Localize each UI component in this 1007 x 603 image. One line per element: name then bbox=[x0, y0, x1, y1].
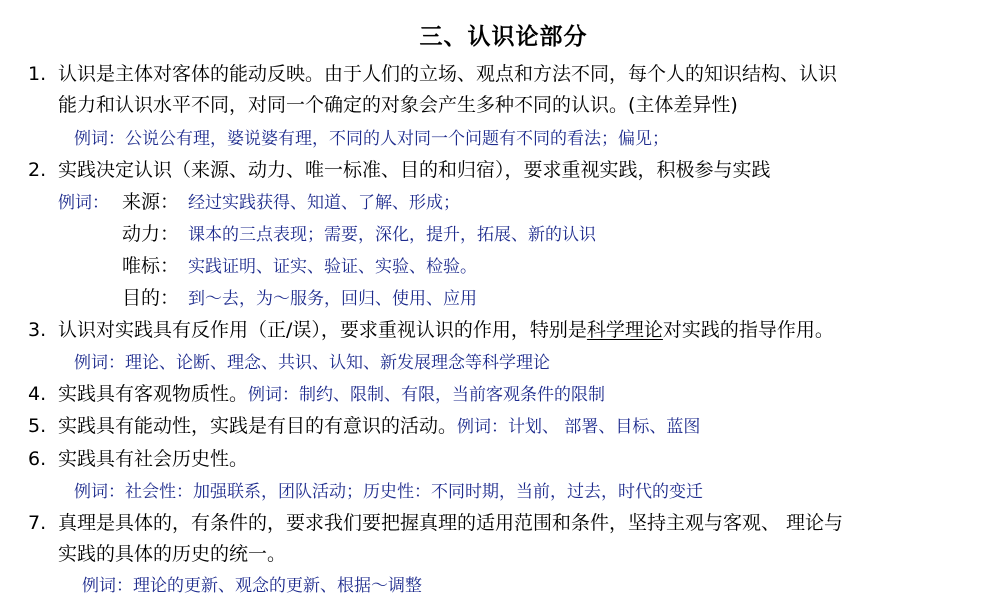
item-text: 实践具有客观物质性。 bbox=[58, 383, 249, 405]
item-example: 例词：计划、 部署、目标、蓝图 bbox=[457, 417, 701, 437]
item-2-sub-2 bbox=[122, 221, 596, 248]
item-number: 1. bbox=[28, 63, 47, 85]
item-5-line-1 bbox=[28, 413, 700, 440]
item-text: 实践具有能动性，实践是有目的有意识的活动。 bbox=[58, 415, 458, 437]
item-number: 4. bbox=[28, 383, 47, 405]
item-2-sub-1 bbox=[58, 189, 460, 216]
item-text-after: 对实践的指导作用。 bbox=[662, 319, 834, 341]
sub-label: 动力： bbox=[122, 223, 180, 245]
sub-label: 目的： bbox=[122, 287, 180, 309]
item-1-line-2: 能力和认识水平不同，对同一个确定的对象会产生多种不同的认识。(主体差异性) bbox=[58, 94, 738, 116]
item-6-example: 例词：社会性：加强联系，团队活动；历史性：不同时期，当前，过去，时代的变迁 bbox=[74, 482, 703, 502]
item-2-sub-4 bbox=[122, 285, 477, 312]
item-3-example: 例词：理论、论断、理念、共识、认知、新发展理念等科学理论 bbox=[74, 353, 550, 373]
sub-label: 唯标： bbox=[122, 255, 180, 277]
item-3-line-1 bbox=[28, 317, 834, 343]
item-text: 实践具有社会历史性。 bbox=[58, 448, 249, 470]
sub-text: 经过实践获得、知道、了解、形成； bbox=[188, 193, 460, 213]
item-2-line-1 bbox=[28, 157, 771, 183]
item-6-line-1 bbox=[28, 446, 248, 472]
sub-text: 实践证明、证实、验证、实验、检验。 bbox=[188, 257, 477, 277]
item-number: 3. bbox=[28, 319, 47, 341]
example-label: 例词： bbox=[58, 193, 109, 213]
sub-text: 到～去，为～服务，回归、使用、应用 bbox=[188, 289, 477, 309]
sub-label: 来源： bbox=[122, 191, 180, 213]
item-number: 2. bbox=[28, 159, 47, 181]
item-7-example: 例词：理论的更新、观念的更新、根据～调整 bbox=[82, 576, 422, 596]
section-title: 三、认识论部分 bbox=[419, 24, 588, 50]
item-4-line-1 bbox=[28, 381, 605, 408]
item-text: 认识是主体对客体的能动反映。由于人们的立场、观点和方法不同，每个人的知识结构、认识 bbox=[58, 63, 838, 85]
item-2-sub-3 bbox=[122, 253, 477, 280]
sub-text: 课本的三点表现；需要，深化，提升，拓展、新的认识 bbox=[188, 225, 596, 245]
item-text: 真理是具体的，有条件的，要求我们要把握真理的适用范围和条件，坚持主观与客观、 理论与 bbox=[58, 512, 844, 534]
item-7-line-1 bbox=[28, 510, 843, 536]
item-text-underlined: 科学理论 bbox=[586, 319, 663, 341]
item-7-line-2: 实践的具体的历史的统一。 bbox=[58, 543, 287, 565]
item-1-example: 例词：公说公有理，婆说婆有理，不同的人对同一个问题有不同的看法；偏见； bbox=[74, 129, 669, 149]
item-number: 6. bbox=[28, 448, 47, 470]
item-text: 实践决定认识（来源、动力、唯一标准、目的和归宿），要求重视实践，积极参与实践 bbox=[58, 159, 771, 181]
item-number: 5. bbox=[28, 415, 47, 437]
item-1-line-1 bbox=[28, 61, 837, 87]
item-example: 例词：制约、限制、有限，当前客观条件的限制 bbox=[248, 385, 606, 405]
item-text-before: 认识对实践具有反作用（正/误），要求重视认识的作用，特别是 bbox=[58, 319, 587, 341]
item-number: 7. bbox=[28, 512, 47, 534]
